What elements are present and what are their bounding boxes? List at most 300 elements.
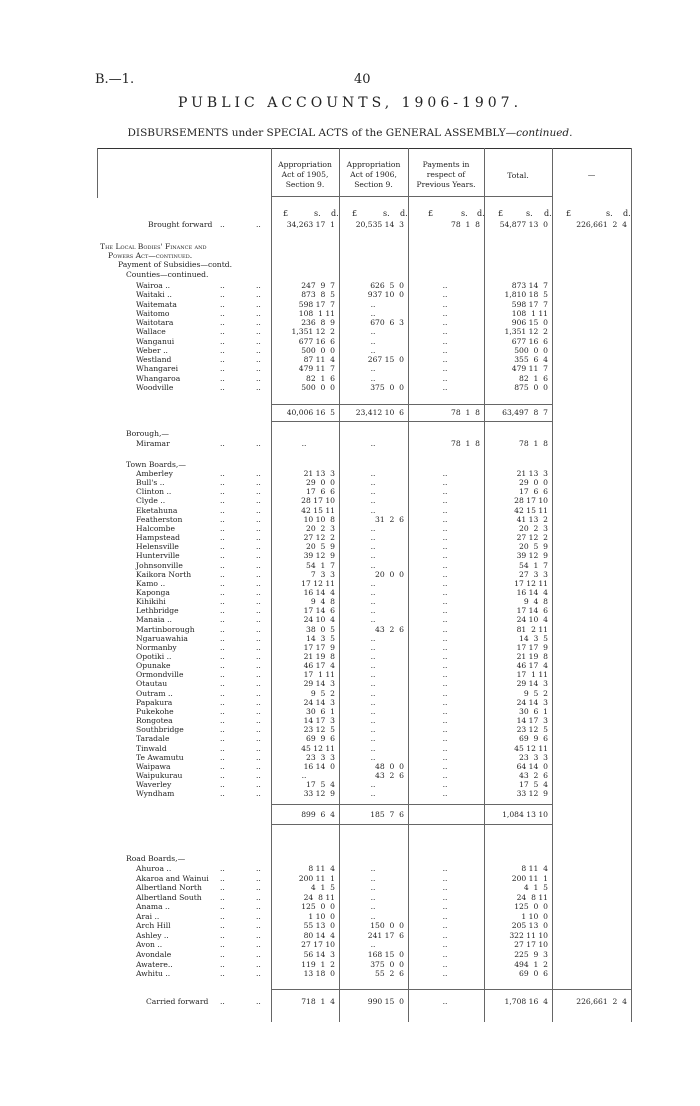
column-header	[408, 160, 484, 190]
leader-dots: ..	[220, 670, 225, 680]
cell-c2: ..	[370, 864, 376, 873]
page-subtitle	[0, 127, 700, 139]
cell-c2: ..	[370, 780, 376, 790]
leader-dots: ..	[256, 505, 261, 515]
cell-c3: ..	[442, 959, 448, 969]
lsd-label: £	[283, 209, 289, 218]
cell-c3: ..	[442, 578, 448, 588]
leader-dots: ..	[220, 949, 225, 959]
cell-c3: ..	[442, 697, 448, 707]
cell-c2: ..	[370, 652, 376, 661]
row-label: Westland	[136, 355, 172, 364]
row-label: Wallace	[136, 327, 166, 337]
lsd-label: d.	[331, 209, 339, 218]
cell-c2: 241 17 6	[367, 930, 404, 940]
cell-c1: 10 10 8	[303, 514, 335, 524]
leader-dots: ..	[256, 569, 261, 579]
cell-c3: ..	[442, 496, 448, 506]
leader-dots: ..	[220, 551, 225, 561]
cell-c2: ..	[370, 706, 376, 716]
column-header-line: Appropriation	[346, 160, 401, 169]
leader-dots: ..	[220, 706, 225, 716]
cell-c1: 1,351 12 2	[291, 327, 335, 337]
cell-c1: 14 3 5	[306, 633, 335, 643]
cell-c4: 1,084 13 10	[502, 810, 548, 819]
leader-dots: ..	[256, 587, 261, 597]
cell-c4: 42 15 11	[514, 505, 548, 515]
leader-dots: ..	[220, 725, 225, 735]
leader-dots: ..	[220, 633, 225, 643]
row-label: Brought forward	[148, 220, 213, 229]
leader-dots: ..	[220, 355, 225, 364]
lsd-label: s.	[461, 209, 468, 218]
leader-dots: ..	[220, 578, 225, 588]
cell-c2: ..	[370, 364, 376, 374]
cell-c1: 20 2 3	[306, 523, 335, 533]
cell-c4: 45 12 11	[514, 743, 548, 753]
cell-c5: 226,661 2 4	[576, 220, 627, 229]
cell-c2: ..	[370, 716, 376, 726]
cell-c3: ..	[442, 469, 448, 478]
leader-dots: ..	[220, 892, 225, 902]
carried-rule	[271, 989, 631, 990]
cell-c1: 108 1 11	[298, 308, 335, 318]
row-label: Pukekohe	[136, 706, 174, 716]
cell-c2: ..	[370, 688, 376, 698]
cell-c3: ..	[442, 688, 448, 698]
cell-c3: ..	[442, 940, 448, 950]
leader-dots: ..	[220, 642, 225, 652]
cell-c3: ..	[442, 542, 448, 552]
row-label: Whangarei	[136, 364, 179, 374]
cell-c1: 718 1 4	[301, 997, 335, 1006]
road-board-row	[0, 912, 700, 922]
leader-dots: ..	[256, 997, 261, 1006]
row-label: Manaia ..	[136, 615, 172, 625]
leader-dots: ..	[256, 281, 261, 290]
cell-c1: 82 1 6	[306, 373, 335, 383]
cell-c4: 23 12 5	[516, 725, 548, 735]
cell-c1: 17 5 4	[306, 780, 335, 790]
cell-c1: 119 1 2	[301, 959, 335, 969]
leader-dots: ..	[220, 587, 225, 597]
leader-dots: ..	[256, 487, 261, 497]
cell-c1: 24 8 11	[303, 892, 335, 902]
cell-c4: 108 1 11	[511, 308, 548, 318]
cell-c1: 55 13 0	[303, 921, 335, 931]
cell-c2: 23,412 10 6	[355, 408, 404, 417]
cell-c4: 322 11 10	[509, 930, 548, 940]
cell-c3: ..	[442, 706, 448, 716]
cell-c4: 20 2 3	[519, 523, 548, 533]
lsd-label: s.	[606, 209, 613, 218]
cell-c3: ..	[442, 670, 448, 680]
leader-dots: ..	[256, 624, 261, 634]
cell-c3: ..	[442, 597, 448, 607]
cell-c2: ..	[370, 308, 376, 318]
row-label: Halcombe	[136, 523, 175, 533]
cell-c3: ..	[442, 624, 448, 634]
leader-dots: ..	[256, 688, 261, 698]
leader-dots: ..	[220, 318, 225, 327]
row-label: Clyde ..	[136, 496, 166, 506]
leader-dots: ..	[256, 633, 261, 643]
cell-c4: 69 0 6	[519, 969, 548, 979]
county-row	[0, 383, 700, 393]
row-label: Waverley	[136, 780, 172, 790]
cell-c3: ..	[442, 761, 448, 771]
row-label: Carried forward	[146, 997, 209, 1006]
row-label: Avon ..	[136, 940, 163, 950]
cell-c3: ..	[442, 318, 448, 327]
cell-c3: ..	[442, 487, 448, 497]
leader-dots: ..	[256, 873, 261, 883]
cell-c2: ..	[370, 551, 376, 561]
cell-c3: ..	[442, 789, 448, 799]
payment-heading-text: Payment of Subsidies—contd.	[118, 260, 233, 269]
cell-c3: ..	[442, 382, 448, 392]
cell-c1: 42 15 11	[301, 505, 335, 515]
leader-dots: ..	[220, 299, 225, 309]
leader-dots: ..	[220, 716, 225, 726]
cell-c3: ..	[442, 679, 448, 689]
cell-c2: ..	[370, 542, 376, 552]
leader-dots: ..	[220, 487, 225, 497]
cell-c4: 20 5 9	[519, 542, 548, 552]
cell-c1: 23 3 3	[306, 752, 335, 762]
cell-c2: ..	[370, 902, 376, 912]
cell-c1: 4 1 5	[310, 883, 335, 893]
cell-c4: 81 2 11	[516, 624, 548, 634]
cell-c3: ..	[442, 642, 448, 652]
cell-c1: 34,263 17 1	[286, 220, 335, 229]
leader-dots: ..	[220, 615, 225, 625]
leader-dots: ..	[220, 873, 225, 883]
cell-c2: ..	[370, 345, 376, 355]
cell-c4: 1,351 12 2	[504, 327, 548, 337]
cell-c4: 873 14 7	[511, 281, 548, 290]
cell-c3: ..	[442, 725, 448, 735]
column-header-line: Act of 1906,	[350, 170, 397, 179]
leader-dots: ..	[220, 997, 225, 1006]
cell-c2: ..	[370, 789, 376, 799]
leader-dots: ..	[220, 969, 225, 979]
cell-c3: ..	[442, 345, 448, 355]
cell-c2: ..	[370, 940, 376, 950]
row-label: Taradale	[136, 734, 170, 744]
cell-c2: ..	[370, 578, 376, 588]
cell-c1: 21 13 3	[303, 469, 335, 478]
cell-c3: ..	[442, 551, 448, 561]
cell-c4: 27 17 10	[514, 940, 548, 950]
cell-c3: ..	[442, 514, 448, 524]
cell-c3: ..	[442, 633, 448, 643]
row-label: Featherston	[136, 514, 183, 524]
row-label: Akaroa and Wainui	[136, 873, 209, 883]
leader-dots: ..	[220, 780, 225, 790]
leader-dots: ..	[256, 652, 261, 661]
cell-c4: 906 15 0	[511, 318, 548, 327]
cell-c2: ..	[370, 327, 376, 337]
column-header-line: Section 9.	[285, 180, 325, 189]
cell-c1: 479 11 7	[298, 364, 335, 374]
leader-dots: ..	[220, 661, 225, 671]
cell-c2: ..	[370, 478, 376, 488]
cell-c4: 39 12 9	[516, 551, 548, 561]
cell-c2: ..	[370, 336, 376, 346]
cell-c3: ..	[442, 770, 448, 780]
cell-c2: ..	[370, 725, 376, 735]
cell-c1: 29 0 0	[306, 478, 335, 488]
cell-c1: 80 14 4	[303, 930, 335, 940]
leader-dots: ..	[220, 533, 225, 543]
row-label: Helensville	[136, 542, 179, 552]
cell-c1: 7 3 3	[310, 569, 335, 579]
leader-dots: ..	[220, 697, 225, 707]
cell-c1: 21 19 8	[303, 652, 335, 661]
row-label: Hampstead	[136, 533, 181, 543]
leader-dots: ..	[256, 299, 261, 309]
leader-dots: ..	[256, 883, 261, 893]
cell-c4: 24 10 4	[516, 615, 548, 625]
leader-dots: ..	[256, 940, 261, 950]
cell-c1: 873 8 5	[301, 290, 335, 300]
cell-c1: 16 14 4	[303, 587, 335, 597]
cell-c2: 31 2 6	[375, 514, 404, 524]
cell-c2: 626 5 0	[370, 281, 404, 290]
lsd-label: £	[428, 209, 434, 218]
borough-heading-text: Borough,—	[126, 429, 170, 438]
leader-dots: ..	[256, 533, 261, 543]
row-label: Lethbridge	[136, 606, 179, 616]
cell-c4: 17 6 6	[519, 487, 548, 497]
leader-dots: ..	[256, 345, 261, 355]
cell-c3: ..	[442, 569, 448, 579]
leader-dots: ..	[220, 364, 225, 374]
cell-c4: 24 14 3	[516, 697, 548, 707]
cell-c4: 21 13 3	[516, 469, 548, 478]
leader-dots: ..	[256, 355, 261, 364]
cell-c3: ..	[442, 533, 448, 543]
leader-dots: ..	[220, 911, 225, 921]
row-label: Awhitu ..	[136, 969, 171, 979]
leader-dots: ..	[256, 642, 261, 652]
leader-dots: ..	[220, 514, 225, 524]
row-label: Arai ..	[136, 911, 160, 921]
row-label: Wyndham	[136, 789, 175, 799]
leader-dots: ..	[220, 770, 225, 780]
row-label: Bull's ..	[136, 478, 165, 488]
leader-dots: ..	[220, 688, 225, 698]
carried-forward-row	[0, 997, 700, 1007]
cell-c1: 16 14 0	[303, 761, 335, 771]
cell-c4: 875 0 0	[514, 382, 548, 392]
leader-dots: ..	[256, 578, 261, 588]
leader-dots: ..	[256, 949, 261, 959]
cell-c3: ..	[442, 281, 448, 290]
leader-dots: ..	[220, 281, 225, 290]
left-rule	[97, 148, 98, 198]
leader-dots: ..	[256, 770, 261, 780]
row-label: Waipukurau	[136, 770, 183, 780]
cell-c1: 200 11 1	[298, 873, 335, 883]
leader-dots: ..	[256, 697, 261, 707]
road-board-row	[0, 931, 700, 941]
road-boards-heading	[0, 854, 700, 864]
column-header-line: Payments in	[422, 160, 470, 169]
cell-c1: 38 0 5	[306, 624, 335, 634]
row-label: Outram ..	[136, 688, 173, 698]
leader-dots: ..	[256, 921, 261, 931]
lsd-label: £	[352, 209, 358, 218]
brought-forward-row	[0, 220, 700, 230]
cell-c2: 670 6 3	[370, 318, 404, 327]
row-label: Woodville	[136, 382, 174, 392]
cell-c4: 14 3 5	[519, 633, 548, 643]
leader-dots: ..	[220, 921, 225, 931]
leader-dots: ..	[256, 290, 261, 300]
cell-c1: 56 14 3	[303, 949, 335, 959]
leader-dots: ..	[256, 959, 261, 969]
cell-c3: ..	[442, 743, 448, 753]
cell-c4: 14 17 3	[516, 716, 548, 726]
cell-c3: ..	[442, 523, 448, 533]
row-label: Opotiki ..	[136, 652, 172, 661]
cell-c3: ..	[442, 911, 448, 921]
cell-c1: 236 8 9	[301, 318, 335, 327]
cell-c3: ..	[442, 969, 448, 979]
leader-dots: ..	[220, 597, 225, 607]
cell-c3: ..	[442, 560, 448, 570]
cell-c1: 17 17 9	[303, 642, 335, 652]
leader-dots: ..	[256, 752, 261, 762]
leader-dots: ..	[220, 496, 225, 506]
cell-c3: 78 1 8	[451, 408, 480, 417]
cell-c4: 16 14 4	[516, 587, 548, 597]
cell-c4: 125 0 0	[514, 902, 548, 912]
cell-c2: ..	[370, 743, 376, 753]
leader-dots: ..	[220, 220, 225, 229]
cell-c2: 43 2 6	[375, 624, 404, 634]
road-board-row	[0, 874, 700, 884]
cell-c4: 54,877 13 0	[499, 220, 548, 229]
cell-c3: ..	[442, 505, 448, 515]
leader-dots: ..	[256, 606, 261, 616]
cell-c1: 14 17 3	[303, 716, 335, 726]
cell-c4: 17 14 6	[516, 606, 548, 616]
cell-c4: 64 14 0	[516, 761, 548, 771]
column-header-total: Total.	[507, 171, 529, 180]
column-header-blank: —	[587, 170, 596, 179]
cell-c4: 9 4 8	[523, 597, 548, 607]
lsd-label: s.	[526, 209, 533, 218]
row-label: Amberley	[136, 469, 173, 478]
cell-c1: 45 12 11	[301, 743, 335, 753]
leader-dots: ..	[220, 743, 225, 753]
counties-heading-text: Counties—continued.	[126, 270, 209, 279]
leader-dots: ..	[220, 752, 225, 762]
leader-dots: ..	[256, 382, 261, 392]
cell-c4: 205 13 0	[511, 921, 548, 931]
cell-c4: 355 6 4	[514, 355, 548, 364]
cell-c2: ..	[370, 752, 376, 762]
row-label: Albertland North	[136, 883, 202, 893]
cell-c2: ..	[370, 597, 376, 607]
row-label: Wairoa ..	[136, 281, 171, 290]
subtotal-rule	[271, 804, 552, 805]
lsd-label: d.	[623, 209, 631, 218]
cell-c3: ..	[442, 902, 448, 912]
act-heading-1-text: The Local Bodies' Finance and	[100, 242, 207, 251]
leader-dots: ..	[256, 615, 261, 625]
cell-c4: 30 6 1	[519, 706, 548, 716]
leader-dots: ..	[220, 336, 225, 346]
cell-c1: 33 12 9	[303, 789, 335, 799]
row-label: Eketahuna	[136, 505, 178, 515]
cell-c3: ..	[442, 364, 448, 374]
cell-c4: 78 1 8	[519, 439, 548, 448]
leader-dots: ..	[256, 478, 261, 488]
leader-dots: ..	[220, 560, 225, 570]
cell-c4: 24 8 11	[516, 892, 548, 902]
cell-c2: ..	[370, 697, 376, 707]
column-header-line: respect of	[426, 170, 466, 179]
row-label: Kaikora North	[136, 569, 192, 579]
cell-c3: ..	[442, 290, 448, 300]
cell-c4: 1,810 18 5	[504, 290, 548, 300]
leader-dots: ..	[256, 930, 261, 940]
cell-c2: 267 15 0	[367, 355, 404, 364]
row-label: Hunterville	[136, 551, 180, 561]
row-label: Tinwald	[136, 743, 167, 753]
leader-dots: ..	[220, 290, 225, 300]
cell-c4: 17 17 9	[516, 642, 548, 652]
cell-c2: ..	[370, 373, 376, 383]
row-label: Miramar	[136, 439, 170, 448]
cell-c1: 125 0 0	[301, 902, 335, 912]
row-label: Clinton ..	[136, 487, 172, 497]
road-board-row	[0, 940, 700, 950]
cell-c1: 677 16 6	[298, 336, 335, 346]
cell-c1: 1 10 0	[308, 911, 335, 921]
leader-dots: ..	[220, 679, 225, 689]
leader-dots: ..	[256, 969, 261, 979]
column-header	[339, 160, 408, 190]
row-label: Kamo ..	[136, 578, 166, 588]
lsd-label: s.	[314, 209, 321, 218]
leader-dots: ..	[256, 327, 261, 337]
cell-c2: ..	[370, 487, 376, 497]
borough-row	[0, 439, 700, 449]
column-header	[271, 160, 339, 190]
cell-c2: ..	[370, 873, 376, 883]
subtotal-rule	[271, 404, 552, 405]
cell-c3: ..	[442, 921, 448, 931]
cell-c2: ..	[370, 533, 376, 543]
cell-c4: 29 14 3	[516, 679, 548, 689]
leader-dots: ..	[220, 308, 225, 318]
cell-c2: ..	[370, 439, 376, 448]
cell-c1: 39 12 9	[303, 551, 335, 561]
cell-c1: 30 6 1	[306, 706, 335, 716]
counties-total-row	[0, 408, 700, 418]
row-label: Waipawa	[136, 761, 171, 771]
cell-c3: ..	[442, 355, 448, 364]
cell-c1: 27 12 2	[303, 533, 335, 543]
leader-dots: ..	[220, 624, 225, 634]
act-heading-2-text: Powers Act—continued.	[108, 251, 193, 260]
cell-c4: 677 16 6	[511, 336, 548, 346]
